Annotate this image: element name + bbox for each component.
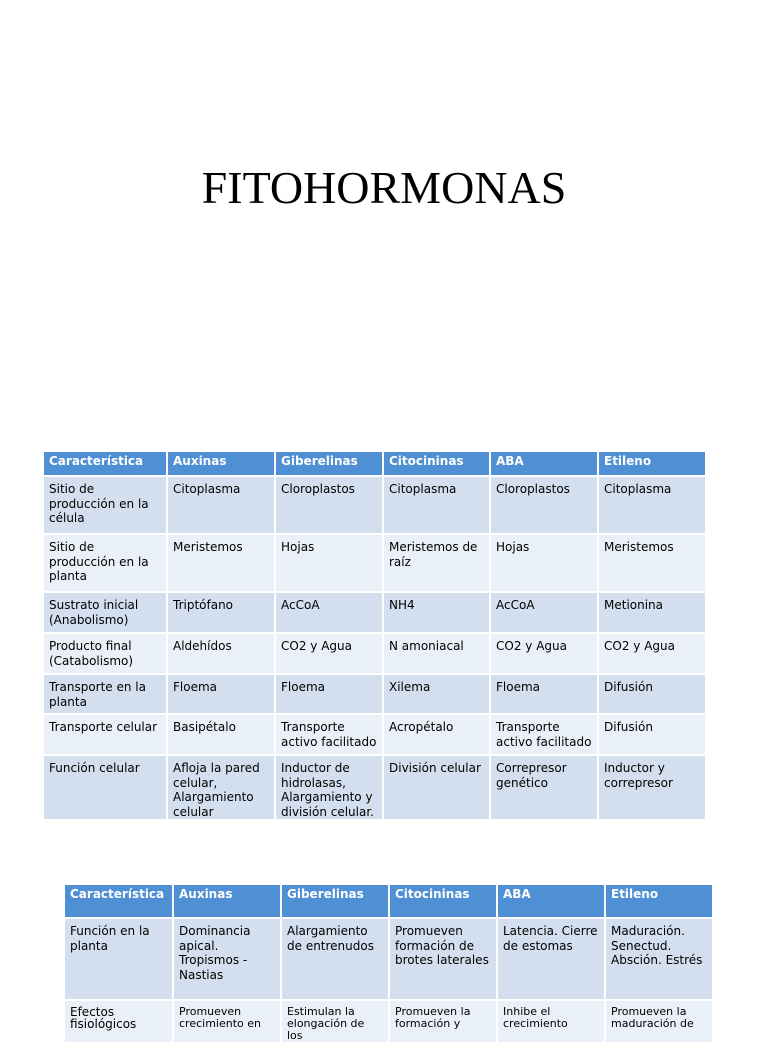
table-cell: Transporte en la planta (44, 674, 167, 714)
table-cell: Difusión (598, 714, 706, 755)
table-cell: Promueven formación de brotes laterales (389, 918, 497, 1000)
table-cell: CO2 y Agua (598, 633, 706, 674)
table-cell: Correpresor genético (490, 755, 598, 820)
table-cell: Función celular (44, 755, 167, 820)
table-row (44, 534, 706, 592)
table-header-row (65, 885, 713, 918)
header-cell: Giberelinas (281, 885, 389, 918)
table-cell: AcCoA (275, 592, 383, 633)
table-cell: Cloroplastos (275, 476, 383, 534)
table-cell: Promueven la maduración de (605, 1000, 713, 1043)
table-cell: Dominancia apical. Tropismos - Nastias (173, 918, 281, 1000)
header-cell: Etileno (598, 452, 706, 476)
table-cell: Promueven la formación y (389, 1000, 497, 1043)
table-row (65, 918, 713, 1000)
table-header-row (44, 452, 706, 476)
table-cell: Hojas (275, 534, 383, 592)
table-cell: Citoplasma (167, 476, 275, 534)
table-cell: Basipétalo (167, 714, 275, 755)
table-cell: Meristemos de raíz (383, 534, 490, 592)
table-cell: Inhibe el crecimiento (497, 1000, 605, 1043)
table-cell: NH4 (383, 592, 490, 633)
table-cell: División celular (383, 755, 490, 820)
table-row (44, 714, 706, 755)
header-cell: Auxinas (173, 885, 281, 918)
table-cell: Floema (167, 674, 275, 714)
table-cell: Latencia. Cierre de estomas (497, 918, 605, 1000)
table-cell: Función en la planta (65, 918, 173, 1000)
table-cell: Aldehídos (167, 633, 275, 674)
table-row (44, 476, 706, 534)
table-row (44, 755, 706, 820)
table-row (44, 592, 706, 633)
table-cell: Citoplasma (598, 476, 706, 534)
table-cell: Afloja la pared celular, Alargamiento celular (167, 755, 275, 820)
table-row (44, 633, 706, 674)
table-cell: Inductor de hidrolasas, Alargamiento y división celular. (275, 755, 383, 820)
header-cell: Etileno (605, 885, 713, 918)
table-cell: Alargamiento de entrenudos (281, 918, 389, 1000)
table-cell: Meristemos (598, 534, 706, 592)
table-cell: N amoniacal (383, 633, 490, 674)
table-cell: Sitio de producción en la planta (44, 534, 167, 592)
table-cell: Meristemos (167, 534, 275, 592)
table-cell: Xilema (383, 674, 490, 714)
table-cell: CO2 y Agua (275, 633, 383, 674)
table-cell: Transporte celular (44, 714, 167, 755)
table-cell: Hojas (490, 534, 598, 592)
header-cell: ABA (497, 885, 605, 918)
table-cell: Transporte activo facilitado (275, 714, 383, 755)
table-cell: Citoplasma (383, 476, 490, 534)
table-cell: AcCoA (490, 592, 598, 633)
table-cell: Transporte activo facilitado (490, 714, 598, 755)
table-cell: Efectos fisiológicos (65, 1000, 173, 1043)
table-cell: Acropétalo (383, 714, 490, 755)
table-cell: CO2 y Agua (490, 633, 598, 674)
table-cell: Cloroplastos (490, 476, 598, 534)
header-cell: Citocininas (383, 452, 490, 476)
table-cell: Floema (275, 674, 383, 714)
hormone-table-1 (44, 452, 707, 821)
header-cell: Auxinas (167, 452, 275, 476)
table-row (44, 674, 706, 714)
table-cell: Sustrato inicial (Anabolismo) (44, 592, 167, 633)
table-cell: Difusión (598, 674, 706, 714)
table-cell: Inductor y correpresor (598, 755, 706, 820)
table-cell: Floema (490, 674, 598, 714)
table-cell: Maduración. Senectud. Absción. Estrés (605, 918, 713, 1000)
header-cell: Citocininas (389, 885, 497, 918)
table-cell: Estimulan la elongación de los (281, 1000, 389, 1043)
table-cell: Triptófano (167, 592, 275, 633)
table-cell: Metionina (598, 592, 706, 633)
table-cell: Sitio de producción en la célula (44, 476, 167, 534)
table-cell: Promueven crecimiento en (173, 1000, 281, 1043)
header-cell: Giberelinas (275, 452, 383, 476)
header-cell: Característica (65, 885, 173, 918)
hormone-table-2 (65, 885, 714, 1044)
header-cell: Característica (44, 452, 167, 476)
table-cell: Producto final (Catabolismo) (44, 633, 167, 674)
page-title: FITOHORMONAS (201, 162, 567, 213)
header-cell: ABA (490, 452, 598, 476)
table-row (65, 1000, 713, 1043)
